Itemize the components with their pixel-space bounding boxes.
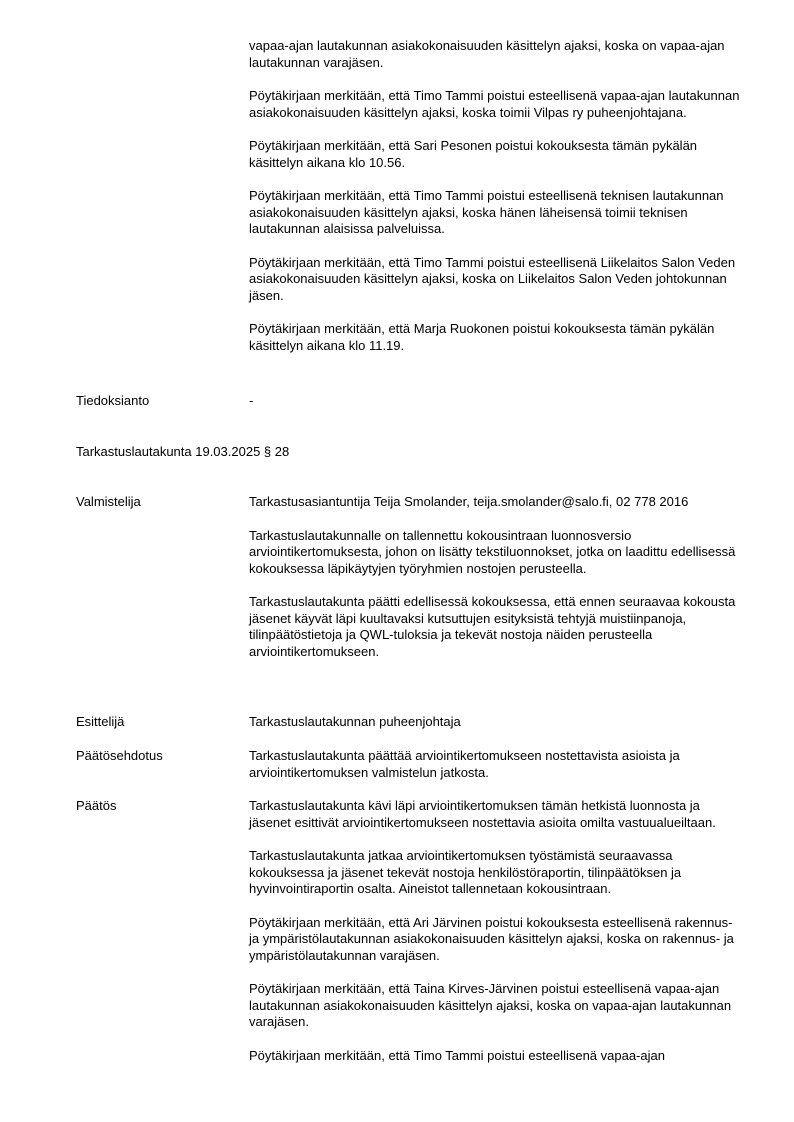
paragraph: Tarkastusasiantuntija Teija Smolander, teija.smolander@salo.fi, 02 778 2016 [249,494,689,509]
paragraph: vapaa-ajan lautakunnan asiakokonaisuuden käsittelyn ajaksi, koska on vapaa-ajan lautakunnan varajäsen. [249,38,725,70]
paragraph: Tarkastuslautakunta päätti edellisessä kokouksessa, että ennen seuraavaa kokousta jäsenet käyvät läpi kuultavaksi kutsuttujen esityksistä tehtyjä muistiinpanoja, tilinpäätöstietoja ja QWL-tuloksia ja tekevät nostoja näiden perusteella arviointikertomukseen. [249,594,736,659]
valmistelija-label: Valmistelija [76,494,141,509]
paatos-content [249,798,743,1081]
paragraph: Tarkastuslautakunta jatkaa arviointikertomuksen työstämistä seuraavassa kokouksessa ja jäsenet tekevät nostoja henkilöstöraportin, tilinpäätöksen ja hyvinvointiraportin osalta. Aineistot tallennetaan kokousintraan. [249,848,682,896]
tiedoksianto-label: Tiedoksianto [76,393,150,408]
tiedoksianto-value: - [249,393,254,408]
paragraph: Tarkastuslautakunta kävi läpi arviointikertomuksen tämän hetkistä luonnosta ja jäsenet esittivät arviointikertomukseen nostettavia asioita omilta vastuualueiltaan. [249,798,716,830]
continuation-content [249,38,743,371]
valmistelija-content [249,494,743,677]
paragraph: Pöytäkirjaan merkitään, että Timo Tammi poistui esteellisenä teknisen lautakunnan asiakokonaisuuden käsittelyn ajaksi, koska hänen läheisensä toimii teknisen lautakunnan alaisissa palveluissa. [249,188,724,236]
paragraph: Pöytäkirjaan merkitään, että Timo Tammi poistui esteellisenä Liikelaitos Salon Veden asiakokonaisuuden käsittelyn ajaksi, koska on Liikelaitos Salon Veden johtokunnan jäsen. [249,254,736,303]
section-heading: Tarkastuslautakunta 19.03.2025 § 28 [76,444,290,459]
paragraph: Tarkastuslautakunnalle on tallennettu kokousintraan luonnosversio arviointikertomuksesta, johon on lisätty tekstiluonnokset, jotka on laadittu edellisessä kokouksessa läpikäytyjen työryhmien nostojen perusteella. [249,527,736,576]
paragraph: Pöytäkirjaan merkitään, että Timo Tammi poistui esteellisenä vapaa-ajan lautakunnan asiakokonaisuuden käsittelyn ajaksi, koska toimii Vilpas ry puheenjohtajana. [249,88,740,120]
paatosehdotus-label: Päätösehdotus [76,748,163,763]
paatosehdotus-value: Tarkastuslautakunta päättää arviointikertomukseen nostettavista asioista ja arviointikertomuksen valmistelun jatkosta. [249,748,680,780]
paragraph: Pöytäkirjaan merkitään, että Marja Ruokonen poistui kokouksesta tämän pykälän käsittelyn aikana klo 11.19. [249,321,715,353]
paragraph: Pöytäkirjaan merkitään, että Taina Kirves-Järvinen poistui esteellisenä vapaa-ajan lautakunnan asiakokonaisuuden käsittelyn ajaksi, koska on vapaa-ajan lautakunnan varajäsen. [249,981,732,1029]
esittelija-label: Esittelijä [76,714,125,729]
paragraph: Pöytäkirjaan merkitään, että Ari Järvinen poistui kokouksesta esteellisenä rakennus- ja ympäristölautakunnan asiakokonaisuuden käsittelyn ajaksi, koska on rakennus- ja ympäristölautakunnan varajäsen. [249,914,734,963]
esittelija-value: Tarkastuslautakunnan puheenjohtaja [249,714,461,729]
paatos-label: Päätös [76,798,117,813]
paragraph: Pöytäkirjaan merkitään, että Sari Pesonen poistui kokouksesta tämän pykälän käsittelyn aikana klo 10.56. [249,138,698,170]
paragraph: Pöytäkirjaan merkitään, että Timo Tammi poistui esteellisenä vapaa-ajan [249,1047,665,1063]
